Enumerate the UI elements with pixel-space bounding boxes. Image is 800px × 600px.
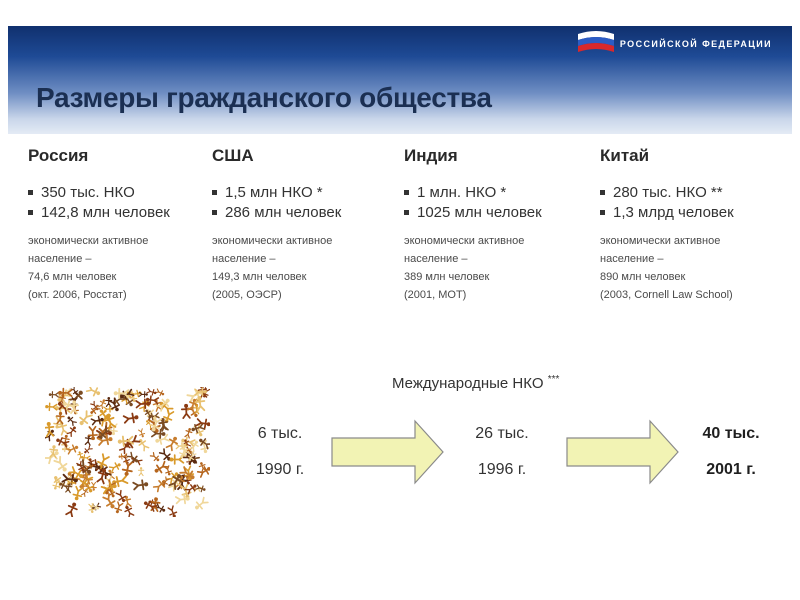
person-figure	[88, 504, 95, 514]
ngo-count: 280 тыс. НКО **	[600, 184, 790, 201]
person-figure	[66, 415, 77, 426]
person-figure	[198, 461, 207, 472]
russian-flag-icon	[574, 30, 618, 58]
person-figure	[138, 429, 146, 439]
person-figure	[77, 451, 84, 460]
population: 1025 млн человек	[404, 204, 594, 221]
arrow-right-icon	[330, 418, 445, 486]
bullet-icon	[28, 210, 33, 215]
person-figure	[182, 404, 191, 418]
bullet-icon	[600, 210, 605, 215]
person-figure	[77, 410, 93, 427]
ngo-count: 6 тыс.	[257, 425, 303, 442]
country-name: США	[212, 146, 254, 165]
person-figure	[70, 400, 78, 413]
header-banner	[8, 26, 792, 134]
person-figure	[45, 428, 56, 441]
person-figure	[142, 499, 157, 512]
bullet-icon	[404, 210, 409, 215]
workforce-note: экономически активное население – 890 млн человек (2003, Cornell Law School)	[600, 235, 733, 301]
person-figure	[154, 434, 169, 446]
logo-text: РОССИЙСКОЙ ФЕДЕРАЦИИ	[619, 39, 772, 49]
population: 1,3 млрд человек	[600, 204, 790, 221]
population: 142,8 млн человек	[28, 204, 218, 221]
person-figure	[66, 443, 80, 454]
person-figure	[124, 413, 140, 424]
person-figure	[98, 398, 107, 409]
person-figure	[155, 388, 165, 397]
person-figure	[137, 437, 150, 451]
person-figure	[123, 505, 134, 517]
bullet-icon	[212, 190, 217, 195]
person-figure	[138, 467, 143, 475]
country-china	[600, 146, 790, 304]
page-title: Размеры гражданского общества	[36, 82, 492, 113]
person-figure	[57, 421, 68, 435]
workforce-note: экономически активное население – 149,3 млн человек (2005, ОЭСР)	[212, 235, 333, 301]
ngo-count: 1 млн. НКО *	[404, 184, 594, 201]
person-figure	[157, 399, 173, 414]
ngo-count: 350 тыс. НКО	[28, 184, 218, 201]
person-figure	[150, 452, 161, 463]
person-figure	[180, 484, 192, 499]
person-figure	[167, 506, 178, 517]
person-figure	[67, 425, 78, 437]
person-figure	[166, 435, 180, 451]
person-figure	[96, 467, 109, 483]
arrow-right-icon	[565, 418, 680, 486]
year: 1990 г.	[255, 461, 305, 478]
person-figure	[147, 388, 157, 396]
ngo-count: 40 тыс.	[702, 425, 760, 442]
country-russia	[28, 146, 218, 304]
person-figure	[45, 403, 57, 411]
bullet-icon	[28, 190, 33, 195]
year: 1996 г.	[477, 461, 527, 478]
person-figure	[72, 487, 83, 502]
timeline-1996	[452, 425, 552, 479]
person-figure	[65, 501, 79, 517]
population: 286 млн человек	[212, 204, 402, 221]
logo	[574, 30, 772, 58]
person-figure	[114, 502, 124, 514]
footnote-stars: ***	[547, 374, 560, 385]
person-figure	[86, 387, 101, 398]
country-name: Китай	[600, 146, 650, 165]
crowd-of-people-image	[45, 387, 210, 517]
person-figure	[133, 480, 149, 491]
bullet-icon	[212, 210, 217, 215]
person-figure	[49, 392, 59, 398]
country-name: Россия	[28, 146, 89, 165]
bullet-icon	[404, 190, 409, 195]
year: 2001 г.	[706, 461, 756, 478]
person-figure	[83, 445, 93, 455]
person-figure	[196, 484, 207, 493]
international-ngo-title: Международные НКО ***	[392, 374, 560, 392]
person-figure	[193, 497, 209, 512]
country-usa	[212, 146, 402, 304]
ngo-count: 26 тыс.	[475, 425, 529, 442]
country-india	[404, 146, 594, 304]
ngo-count: 1,5 млн НКО *	[212, 184, 402, 201]
person-figure	[197, 436, 210, 449]
workforce-note: экономически активное население – 74,6 млн человек (окт. 2006, Росстат)	[28, 235, 149, 301]
person-figure	[122, 461, 134, 477]
country-name: Индия	[404, 146, 458, 165]
bullet-icon	[600, 190, 605, 195]
workforce-note: экономически активное население – 389 млн человек (2001, МОТ)	[404, 235, 525, 301]
timeline-1990	[230, 425, 330, 479]
timeline-2001	[681, 425, 781, 479]
